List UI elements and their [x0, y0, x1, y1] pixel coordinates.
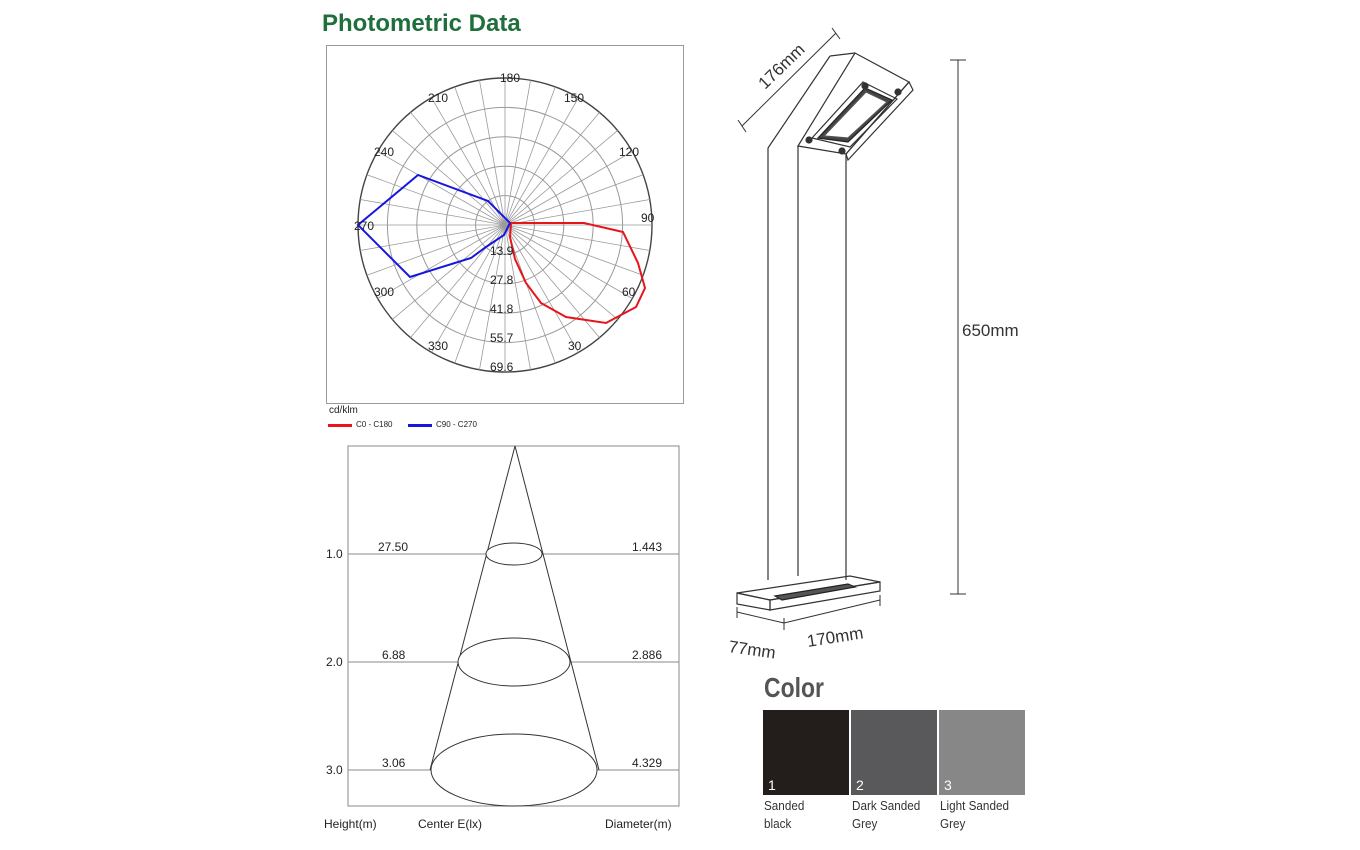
swatch-name: Light Sanded Grey	[940, 798, 1009, 831]
legend-blue-swatch	[408, 424, 432, 427]
center-e-value: 3.06	[382, 756, 406, 770]
beam-ellipse-3m	[431, 734, 597, 806]
dim-base-width: 170mm	[805, 623, 865, 651]
height-value: 3.0	[326, 763, 343, 777]
angle-label: 180	[500, 71, 521, 85]
angle-label: 300	[374, 285, 395, 299]
angle-label: 60	[622, 285, 636, 299]
swatch-number: 1	[768, 777, 776, 793]
dim-base-depth: 77mm	[727, 637, 777, 663]
diameter-value: 1.443	[632, 540, 663, 554]
c90-c270-curve	[358, 175, 510, 277]
radial-value-label: 55.7	[490, 331, 514, 345]
legend-c90-label: C90 - C270	[436, 420, 477, 429]
cone-diagram	[318, 440, 690, 840]
height-axis-label: Height(m)	[324, 817, 377, 831]
polar-diagram	[326, 45, 684, 404]
legend-red-swatch	[328, 424, 352, 427]
center-e-axis-label: Center E(lx)	[418, 817, 483, 831]
swatch-number: 2	[856, 777, 864, 793]
radial-value-label: 41.8	[490, 302, 514, 316]
center-e-value: 6.88	[382, 648, 406, 662]
dim-height: 650mm	[962, 321, 1019, 340]
radial-value-label: 13.9	[490, 244, 514, 258]
radial-value-label: 69.6	[490, 360, 514, 374]
swatch-number: 3	[944, 777, 952, 793]
radial-value-label: 27.8	[490, 273, 514, 287]
height-value: 1.0	[326, 547, 343, 561]
color-section-title: Color	[764, 672, 824, 703]
beam-ellipse-1m	[486, 543, 542, 565]
unit-label: cd/klm	[329, 405, 358, 416]
diameter-value: 2.886	[632, 648, 663, 662]
bollard-outline	[737, 53, 913, 610]
page-title: Photometric Data	[322, 10, 521, 37]
diameter-axis-label: Diameter(m)	[605, 817, 672, 831]
dim-head-width: 176mm	[754, 39, 809, 93]
angle-label: 270	[354, 219, 375, 233]
bollard-drawing	[720, 20, 1040, 665]
angle-label: 150	[564, 91, 585, 105]
color-swatch-dark-sanded-grey	[851, 710, 937, 795]
angle-label: 120	[619, 145, 640, 159]
swatch-name: Sanded black	[764, 798, 805, 831]
diameter-value: 4.329	[632, 756, 663, 770]
color-swatch-sanded-black	[763, 710, 849, 795]
swatch-name: Dark Sanded Grey	[852, 798, 921, 831]
height-value: 2.0	[326, 655, 343, 669]
angle-label: 30	[568, 339, 582, 353]
center-e-value: 27.50	[378, 540, 409, 554]
angle-label: 210	[428, 91, 449, 105]
legend-c0-label: C0 - C180	[356, 420, 393, 429]
angle-label: 90	[641, 211, 655, 225]
beam-ellipse-2m	[458, 638, 570, 686]
color-swatch-light-sanded-grey	[939, 710, 1025, 795]
angle-label: 330	[428, 339, 449, 353]
angle-label: 240	[374, 145, 395, 159]
polar-grid	[358, 78, 652, 372]
